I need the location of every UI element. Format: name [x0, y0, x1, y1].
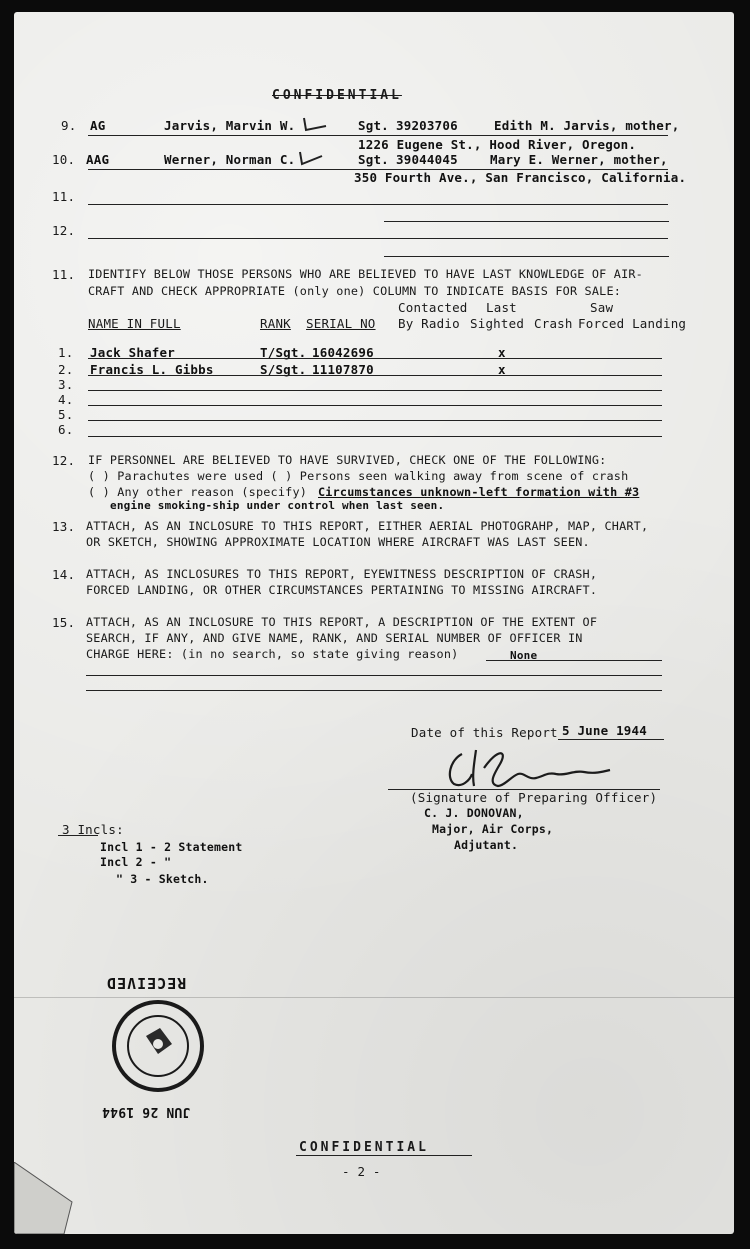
witness-serial: 16042696 — [312, 345, 374, 360]
officer-signature — [432, 740, 612, 792]
row-number: 5. — [58, 407, 74, 422]
document-page — [14, 12, 734, 1234]
form-line — [88, 390, 662, 391]
column-header-serial: SERIAL NO — [306, 316, 376, 331]
form-line — [88, 375, 662, 376]
crew-name: Werner, Norman C. — [164, 152, 296, 167]
row-number: 6. — [58, 422, 74, 437]
row-number: 3. — [58, 377, 74, 392]
section-text: FORCED LANDING, OR OTHER CIRCUMSTANCES PERTAINING TO MISSING AIRCRAFT. — [86, 583, 598, 597]
row-number: 4. — [58, 392, 74, 407]
section-text: CRAFT AND CHECK APPROPRIATE (only one) COLUMN TO INDICATE BASIS FOR SALE: — [88, 284, 622, 298]
column-header-saw: Saw — [590, 300, 614, 315]
crew-name: Jarvis, Marvin W. — [164, 118, 296, 133]
check-mark — [300, 116, 330, 136]
section-number: 14. — [52, 567, 76, 582]
signature-caption: (Signature of Preparing Officer) — [410, 790, 658, 805]
crew-serial: 39203706 — [396, 118, 458, 133]
row-number: 1. — [58, 345, 74, 360]
witness-serial: 11107870 — [312, 362, 374, 377]
section-text: OR SKETCH, SHOWING APPROXIMATE LOCATION WHERE AIRCRAFT WAS LAST SEEN. — [86, 535, 590, 549]
witness-name: Jack Shafer — [90, 345, 175, 360]
section-text: ( ) Any other reason (specify) — [88, 485, 308, 499]
crew-num: 12. — [52, 223, 76, 238]
stamp-date: JUN 26 1944 — [102, 1104, 191, 1119]
form-line — [86, 675, 662, 676]
witness-mark: x — [498, 345, 506, 360]
section-number: 11. — [52, 267, 76, 282]
column-header-radio: By Radio — [398, 316, 460, 331]
crew-position: AAG — [86, 152, 110, 167]
crew-serial: 39044045 — [396, 152, 458, 167]
section-number: 15. — [52, 615, 76, 630]
row-number: 2. — [58, 362, 74, 377]
officer-title: Adjutant. — [454, 838, 519, 852]
form-line — [384, 221, 669, 222]
form-line — [88, 135, 668, 136]
section-text: ATTACH, AS AN INCLOSURE TO THIS REPORT, EITHER AERIAL PHOTOGRAHP, MAP, CHART, — [86, 519, 649, 533]
crew-kin-address: 350 Fourth Ave., San Francisco, California. — [354, 170, 687, 185]
section-text: ATTACH, AS INCLOSURES TO THIS REPORT, EYEWITNESS DESCRIPTION OF CRASH, — [86, 567, 598, 581]
form-line — [88, 436, 662, 437]
column-header-contacted: Contacted — [398, 300, 468, 315]
inclosure-count: 3 Incls: — [62, 822, 124, 837]
date-label: Date of this Report — [411, 725, 558, 740]
confidential-footer: CONFIDENTIAL — [299, 1140, 429, 1155]
form-line — [88, 169, 668, 170]
crew-kin: Edith M. Jarvis, mother, — [494, 118, 680, 133]
section-text: ( ) Parachutes were used ( ) Persons seen walking away from scene of crash — [88, 469, 629, 483]
confidential-header: CONFIDENTIAL — [272, 88, 402, 103]
form-line — [88, 405, 662, 406]
form-line — [88, 238, 668, 239]
form-line — [58, 835, 98, 836]
check-mark — [296, 150, 326, 170]
section-text: ATTACH, AS AN INCLOSURE TO THIS REPORT, A DESCRIPTION OF THE EXTENT OF — [86, 615, 598, 629]
column-header-crash: Crash — [534, 316, 573, 331]
section-number: 12. — [52, 453, 76, 468]
officer-rank: Major, Air Corps, — [432, 822, 554, 836]
form-line — [88, 420, 662, 421]
crew-kin-address: 1226 Eugene St., Hood River, Oregon. — [358, 137, 637, 152]
survival-answer: Circumstances unknown-left formation with #3 — [318, 485, 640, 499]
inclosure-item: " 3 - Sketch. — [116, 872, 209, 886]
inclosure-item: Incl 2 - " — [100, 855, 172, 869]
section-text: SEARCH, IF ANY, AND GIVE NAME, RANK, AND SERIAL NUMBER OF OFFICER IN — [86, 631, 583, 645]
section-text: CHARGE HERE: (in no search, so state giving reason) — [86, 647, 459, 661]
form-line — [384, 256, 669, 257]
section-text: IF PERSONNEL ARE BELIEVED TO HAVE SURVIVED, CHECK ONE OF THE FOLLOWING: — [88, 453, 607, 467]
crew-rank: Sgt. — [358, 152, 389, 167]
survival-answer-continued: engine smoking-ship under control when last seen. — [110, 499, 445, 512]
crew-num: 10. — [52, 152, 76, 167]
page-number: - 2 - — [342, 1164, 381, 1179]
form-line — [486, 660, 662, 661]
report-date: 5 June 1944 — [562, 723, 647, 738]
form-line — [86, 690, 662, 691]
crew-kin: Mary E. Werner, mother, — [490, 152, 668, 167]
column-header-rank: RANK — [260, 316, 291, 331]
witness-rank: T/Sgt. — [260, 345, 307, 360]
witness-name: Francis L. Gibbs — [90, 362, 214, 377]
witness-mark: x — [498, 362, 506, 377]
column-header-sighted: Sighted — [470, 316, 525, 331]
column-header-last: Last — [486, 300, 517, 315]
stamp-seal-icon — [108, 996, 208, 1096]
crew-rank: Sgt. — [358, 118, 389, 133]
section-text: IDENTIFY BELOW THOSE PERSONS WHO ARE BELIEVED TO HAVE LAST KNOWLEDGE OF AIR- — [88, 267, 643, 281]
stamp-received-text: RECEIVED — [106, 974, 187, 992]
inclosure-item: Incl 1 - 2 Statement — [100, 840, 243, 854]
column-header-forced: Forced Landing — [578, 316, 687, 331]
search-answer: None — [510, 649, 538, 662]
column-header-name: NAME IN FULL — [88, 316, 181, 331]
witness-rank: S/Sgt. — [260, 362, 307, 377]
crew-position: AG — [90, 118, 106, 133]
form-line — [88, 358, 662, 359]
form-line — [296, 1155, 472, 1156]
crew-num: 11. — [52, 189, 76, 204]
crew-num: 9. — [61, 118, 77, 133]
officer-name: C. J. DONOVAN, — [424, 806, 524, 820]
torn-corner — [14, 1162, 84, 1234]
form-line — [88, 204, 668, 205]
section-number: 13. — [52, 519, 76, 534]
